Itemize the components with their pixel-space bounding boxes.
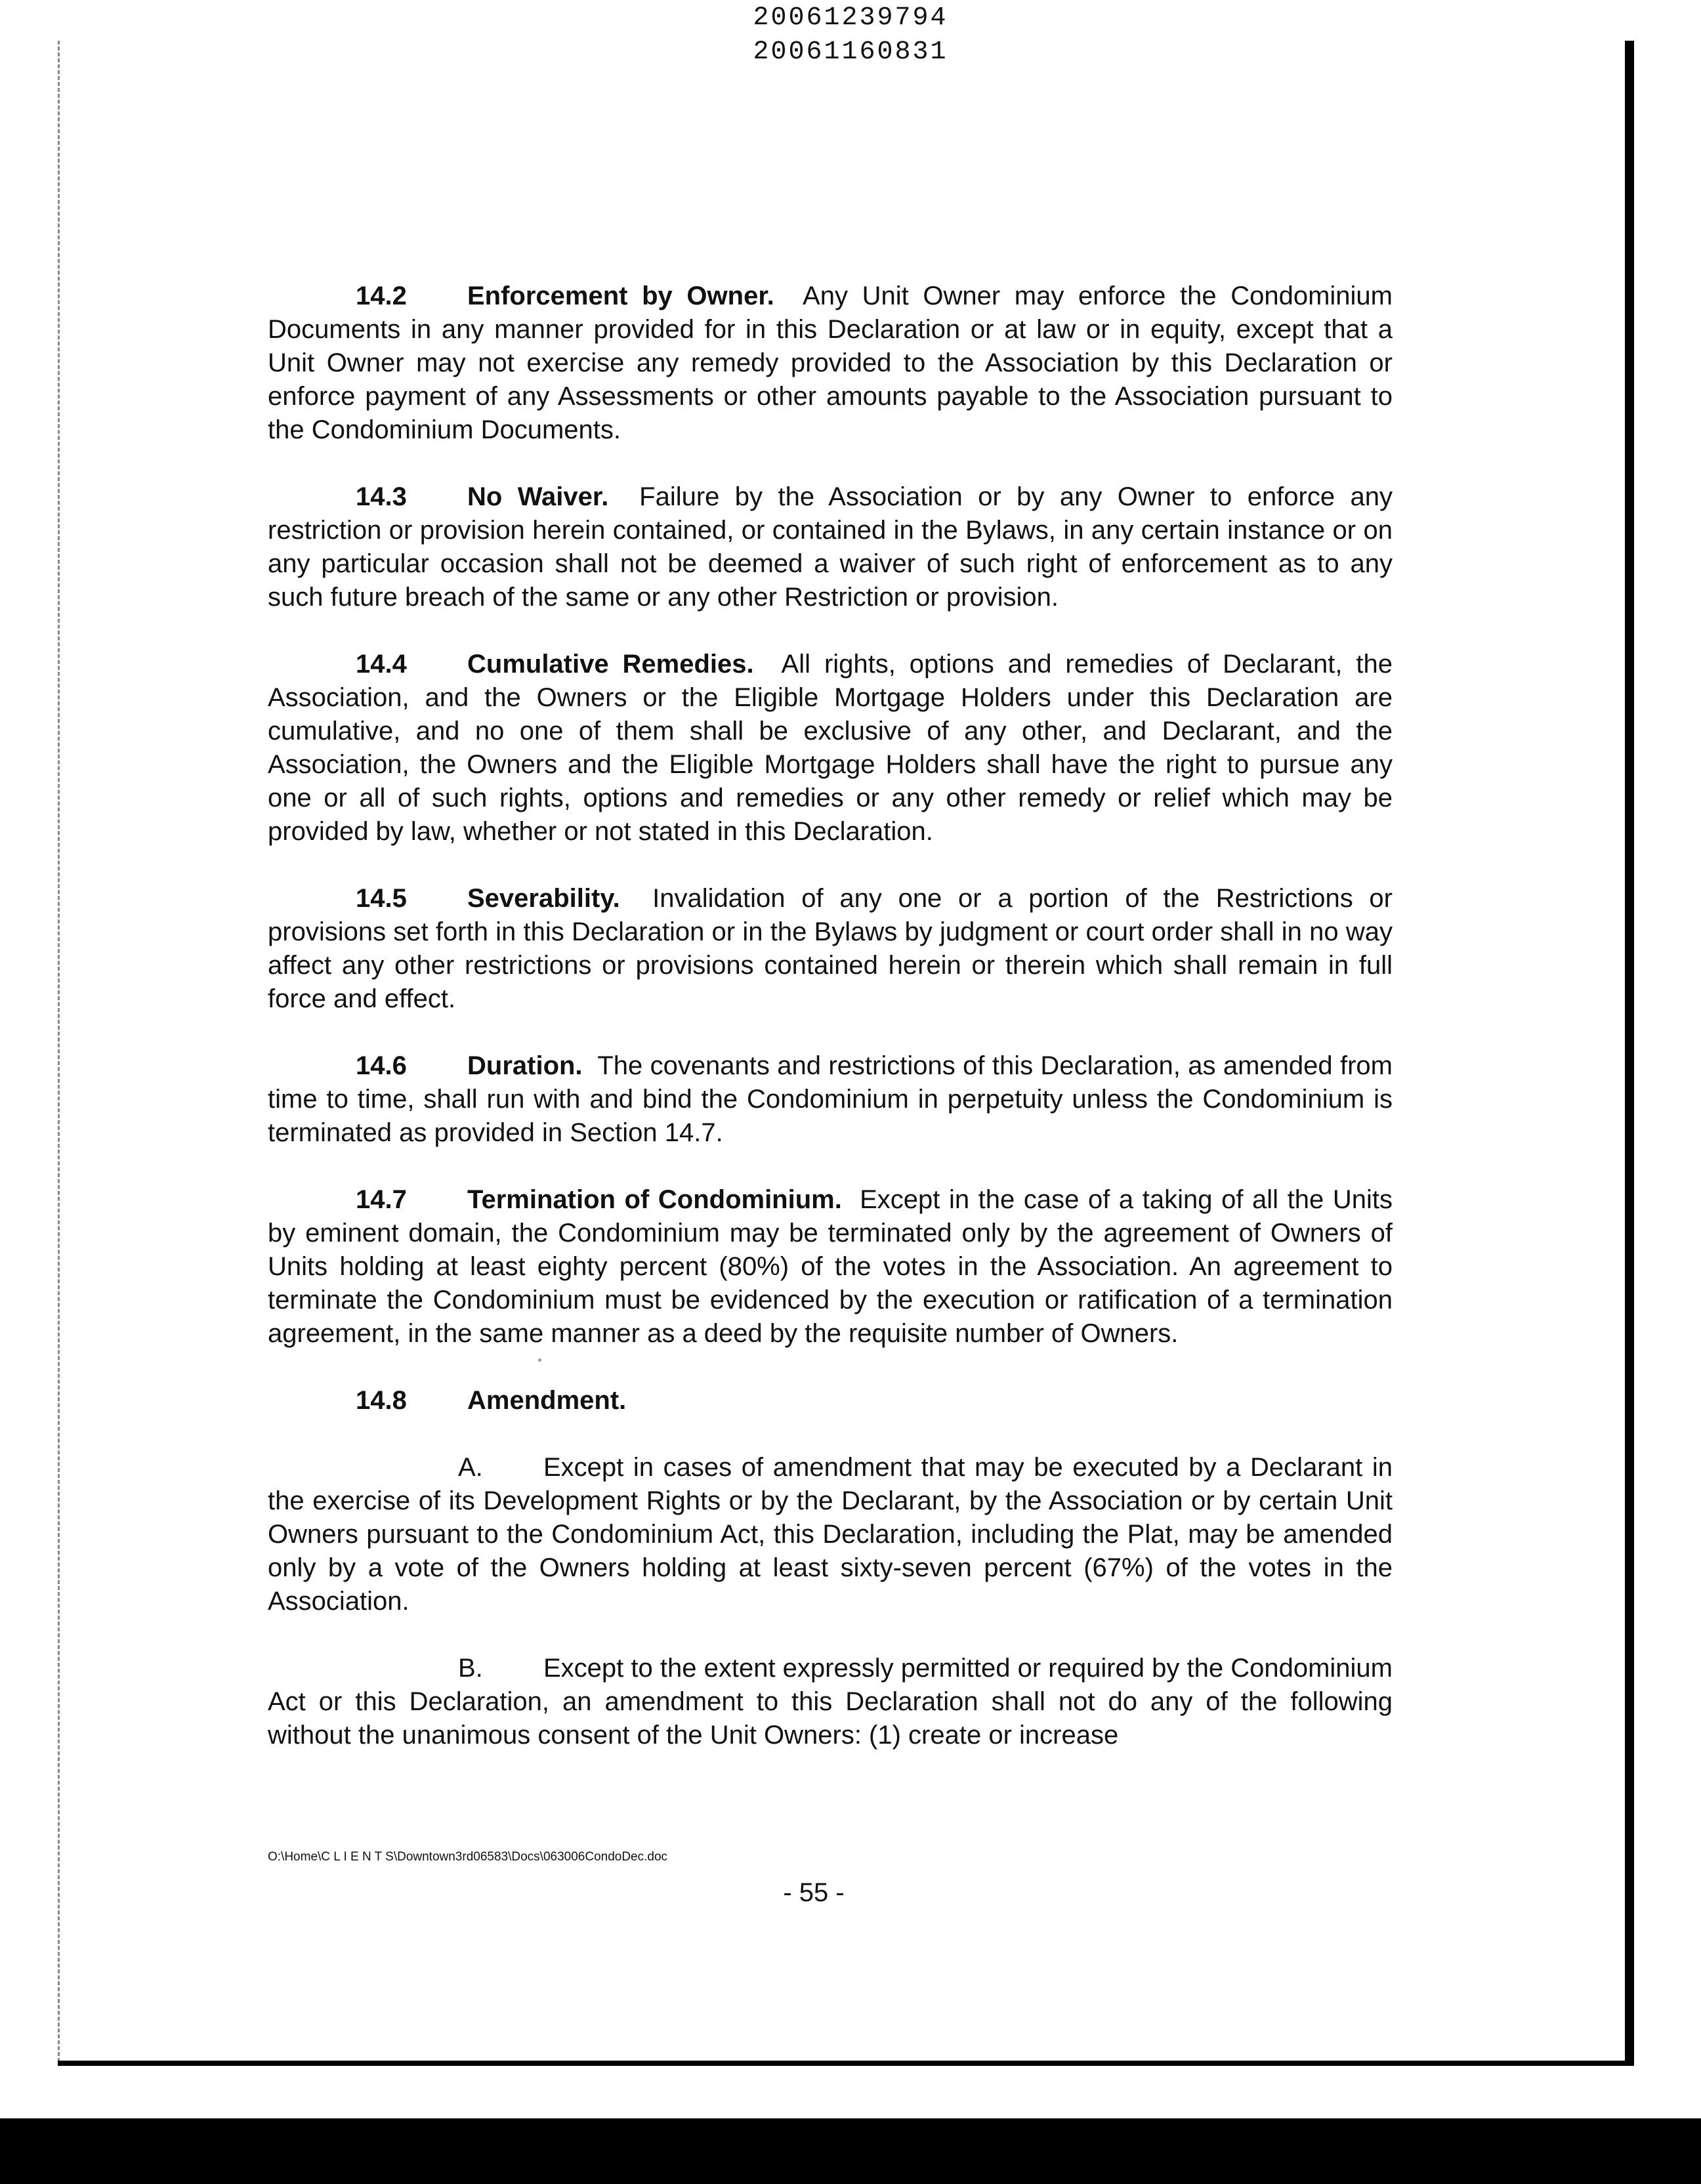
section-title: Amendment. bbox=[467, 1386, 627, 1415]
page-right-border bbox=[1625, 41, 1634, 2066]
section-number: 14.8 bbox=[356, 1386, 407, 1415]
section-title: Severability. bbox=[467, 884, 620, 913]
page-left-edge bbox=[58, 41, 60, 2062]
section-title: Duration. bbox=[467, 1051, 583, 1080]
page-number: - 55 - bbox=[783, 1878, 845, 1907]
footer-file-path: O:\Home\C L I E N T S\Downtown3rd06583\Docs\063006CondoDec.doc bbox=[268, 1850, 668, 1864]
page-bottom-border bbox=[58, 2061, 1634, 2066]
subsection-letter: A. bbox=[458, 1453, 483, 1482]
subsection-text: Except to the extent expressly permitted or required by the Condominium Act or this Declaration, an amendment to this Declaration shall not do any of the following without the unanimous consent of the Unit Owners: (1) create or increase bbox=[268, 1654, 1393, 1750]
document-body bbox=[268, 280, 1393, 1786]
recording-number-2: 20061160831 bbox=[753, 37, 948, 67]
section-text: Any Unit Owner may enforce the Condominium Documents in any manner provided for in this Declaration or at law or in equity, except that a Unit Owner may not exercise any remedy provided to the Association by this Declaration or enforce payment of any Assessments or other amounts payable to the Association pursuant to the Condominium Documents. bbox=[268, 282, 1393, 444]
section-title: Enforcement by Owner. bbox=[467, 282, 774, 310]
section-number: 14.7 bbox=[356, 1185, 407, 1214]
subsection-text: Except in cases of amendment that may be executed by a Declarant in the exercise of its Development Rights or by the Declarant, by the Association or by certain Unit Owners pursuant to the Condominium Act, this Declaration, including the Plat, may be amended only by a vote of the Owners holding at least sixty-seven percent (67%) of the votes in the Association. bbox=[268, 1453, 1393, 1616]
subsection-b bbox=[268, 1652, 1393, 1752]
recording-number-1: 20061239794 bbox=[753, 3, 948, 33]
subsection-a bbox=[268, 1451, 1393, 1618]
section-title: No Waiver. bbox=[467, 482, 609, 511]
scan-bottom-band bbox=[0, 2118, 1701, 2184]
section-number: 14.2 bbox=[356, 282, 407, 310]
section-number: 14.3 bbox=[356, 482, 407, 511]
section-text: Failure by the Association or by any Owner to enforce any restriction or provision herein contained, or contained in the Bylaws, in any certain instance or on any particular occasion shall not be deemed a waiver of such right of enforcement as to any such future breach of the same or any other Restriction or provision. bbox=[268, 482, 1393, 612]
section-14-4 bbox=[268, 648, 1393, 849]
section-text: The covenants and restrictions of this Declaration, as amended from time to time, shall run with and bind the Condominium in perpetuity unless the Condominium is terminated as provided in Section 14.7. bbox=[268, 1051, 1393, 1147]
recording-numbers bbox=[0, 1, 1701, 70]
section-14-5 bbox=[268, 882, 1393, 1016]
section-14-2 bbox=[268, 280, 1393, 447]
section-text: All rights, options and remedies of Declarant, the Association, and the Owners or the Eligible Mortgage Holders under this Declaration are cumulative, and no one of them shall be exclusive of any other, and Declarant, and the Association, the Owners and the Eligible Mortgage Holders shall have the right to pursue any one or all of such rights, options and remedies or any other remedy or relief which may be provided by law, whether or not stated in this Declaration. bbox=[268, 650, 1393, 846]
section-14-7 bbox=[268, 1183, 1393, 1351]
section-text: Invalidation of any one or a portion of the Restrictions or provisions set forth in this Declaration or in the Bylaws by judgment or court order shall in no way affect any other restrictions or provisions contained herein or therein which shall remain in full force and effect. bbox=[268, 884, 1393, 1013]
section-title: Cumulative Remedies. bbox=[467, 650, 754, 679]
subsection-letter: B. bbox=[458, 1654, 483, 1683]
section-14-8 bbox=[268, 1384, 1393, 1418]
section-number: 14.6 bbox=[356, 1051, 407, 1080]
section-title: Termination of Condominium. bbox=[467, 1185, 842, 1214]
section-14-3 bbox=[268, 480, 1393, 614]
section-number: 14.4 bbox=[356, 650, 407, 679]
section-number: 14.5 bbox=[356, 884, 407, 913]
section-14-6 bbox=[268, 1049, 1393, 1150]
section-text: Except in the case of a taking of all the Units by eminent domain, the Condominium may be terminated only by the agreement of Owners of Units holding at least eighty percent (80%) of the votes in the Association. An agreement to terminate the Condominium must be evidenced by the execution or ratification of a termination agreement, in the same manner as a deed by the requisite number of Owners. bbox=[268, 1185, 1393, 1348]
